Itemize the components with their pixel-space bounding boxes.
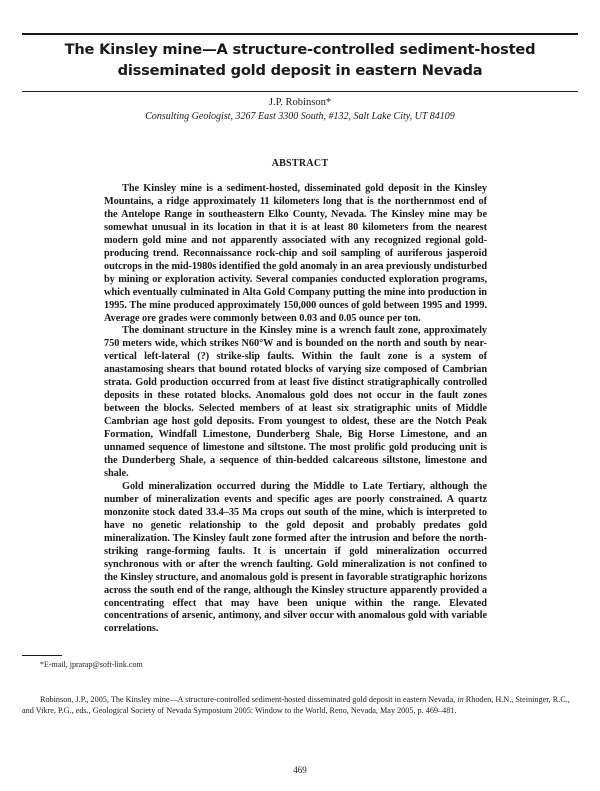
abstract-paragraph-3: Gold mineralization occurred during the Middle to Late Tertiary, although the number of mineralization events and specific ages are poorly constrained. A quartz monzonite stock dated 33.4–35 Ma crops out south of the mine, which is interpreted to have no genetic relationship to the gold deposit and probably predates gold mineralization. The Kinsley fault zone formed after the intrusion and before the north-striking range-forming faults. It is uncertain if gold mineralization occurred synchronous with or after the wrench faulting. Gold mineralization is not confined to the Kinsley structure, and anomalous gold is present in favorable stratigraphic horizons across the south end of the range, although the Kinsley structure apparently provided a concentrating effect that may have been unique within the range. Elevated concentrations of arsenic, antimony, and silver occur with anomalous gold with variable correlations. (104, 480, 487, 635)
title-bottom-rule (22, 91, 578, 92)
paper-title (22, 39, 578, 81)
footnote-email: *E-mail, jprarap@soft-link.com (40, 660, 143, 669)
citation-part-1: Robinson, J.P., 2005, The Kinsley mine—A structure-controlled sediment-hosted disseminated gold deposit in eastern Nevada, (40, 695, 458, 704)
abstract-paragraph-2: The dominant structure in the Kinsley mine is a wrench fault zone, approximately 750 meters wide, which strikes N60°W and is bounded on the north and south by near-vertical left-lateral (?) strike-slip faults. Within the fault zone is a system of anastamosing shears that bound rotated blocks of varying size composed of Cambrian strata. Gold production occurred from at least five distinct stratigraphically controlled deposits in these rotated blocks. Anomalous gold does not occur in the fault zones between the blocks. Selected members of at least six stratigraphic units of Middle Cambrian age host gold deposits. From youngest to oldest, these are the Notch Peak Formation, Windfall Limestone, Dunderberg Shale, Big Horse Limestone, and an unnamed sequence of limestone and siltstone. The most prolific gold producing unit is the Dunderberg Shale, a sequence of thin-bedded calcareous siltstone, limestone and shale. (104, 325, 487, 479)
citation-in: in (457, 695, 464, 704)
footnote-rule (22, 655, 62, 656)
title-top-rule (22, 33, 578, 35)
author-name: J.P. Robinson* (268, 97, 332, 108)
citation (22, 694, 578, 716)
abstract-heading: ABSTRACT (271, 158, 329, 169)
page-number: 469 (293, 765, 307, 775)
title-line-2: disseminated gold deposit in eastern Nevada (117, 62, 483, 79)
author-affiliation: Consulting Geologist, 3267 East 3300 South, #132, Salt Lake City, UT 84109 (145, 111, 455, 122)
citation-part-2: Rhoden, H.N., Steininger, R.C., and Vikre, P.G., eds., Geological Society of Nevada Symposium 2005: Window to the World, Reno, Nevada, May 2005, p. 469–481. (22, 695, 570, 715)
abstract-paragraph-1: The Kinsley mine is a sediment-hosted, disseminated gold deposit in the Kinsley Mountains, a ridge approximately 11 kilometers long that is the northernmost end of the Antelope Range in southeastern Elko County, Nevada. The Kinsley mine may be somewhat unusual in its location in that it is at least 80 kilometers from the nearest modern gold mine and not apparently associated with any recognized regional gold-producing trend. Reconnaissance rock-chip and soil sampling of auriferous jasperoid outcrops in the mid-1980s identified the gold anomaly in an area previously undisturbed by mining or exploration activity. Several companies conducted exploration programs, which eventually culminated in Alta Gold Company putting the mine into production in 1995. The mine produced approximately 150,000 ounces of gold between 1995 and 1999. Average ore grades were commonly between 0.03 and 0.05 ounce per ton. (104, 183, 487, 324)
abstract-body (104, 183, 487, 636)
title-line-1: The Kinsley mine—A structure-controlled sediment-hosted (64, 41, 536, 58)
